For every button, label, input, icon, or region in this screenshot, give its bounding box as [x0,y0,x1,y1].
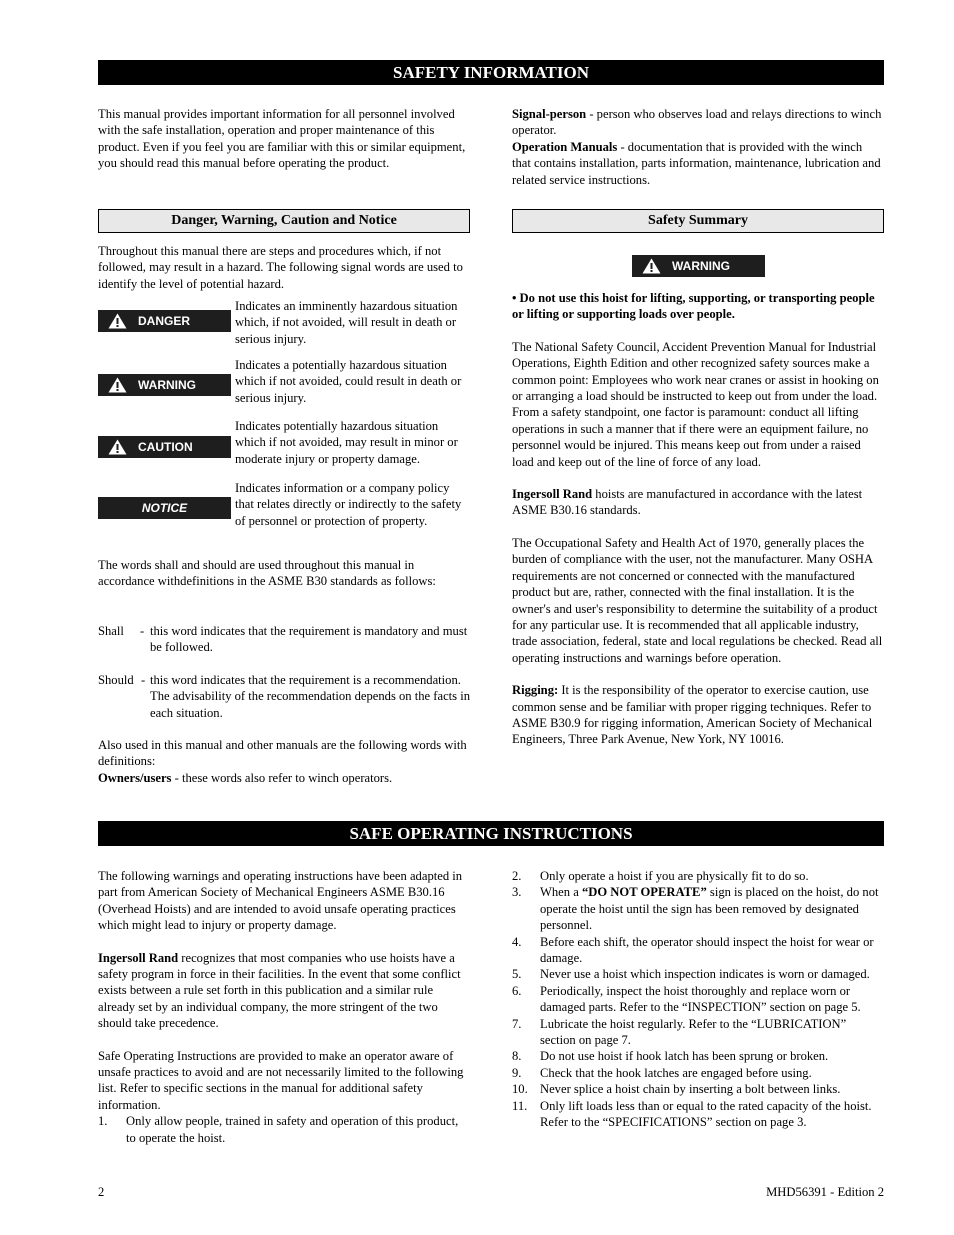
words-text: The words shall and should are used throughout this manual in accordance withdefinitions in the ASME B30 standards as follows: [98,558,436,589]
operation-manuals-def: - documentation that is provided with the winch that contains installation, parts information, maintenance, lubrication and related service instructions. [512,139,881,187]
warning-description: Indicates a potentially hazardous situation which if not avoided, could result in death or serious injury. [235,358,462,405]
list-item-text: Only operate a hoist if you are physically fit to do so. [540,869,809,883]
list-item-number: 7. [512,1016,522,1031]
document-edition: MHD56391 - Edition 2 [766,1185,884,1199]
summary-warning-label: WARNING [672,259,730,273]
intro-text: This manual provides important information for all personnel involved with the safe installation, operation and proper maintenance of this product. Even if you feel you are familiar with this or similar equipment, you should read this manual before operating the product. [98,107,466,171]
list-item-number: 3. [512,885,522,900]
caution-description: Indicates potentially hazardous situation which if not avoided, may result in minor or moderate injury or property damage. [235,419,458,466]
list-item [512,1098,884,1131]
operation-manuals-definition [512,139,884,188]
list-item-number: 6. [512,983,522,998]
asme-paragraph: The following warnings and operating instructions have been adapted in part from American Society of Mechanical Engineers ASME B30.16 (Overhead Hoists) and are intended to avoid unsafe operating practices which might lead to injury or property damage. [98,869,463,933]
safety-summary-body [512,290,884,748]
list-item-number: 8. [512,1049,522,1064]
do-not-operate-text: “DO NOT OPERATE” [581,885,707,900]
owners-definition [98,770,470,786]
list-item-post: sign is placed on the hoist, do not operate the hoist until the sign has been removed by designated personnel. [540,885,879,933]
soi-paragraph: Safe Operating Instructions are provided to make an operator aware of unsafe practices to avoid and are not necessarily limited to the following list. Refer to specific sections in the manual for additional safety information. [98,1048,464,1112]
list-item-text: Check that the hook latches are engaged before using. [540,1065,812,1080]
ir-name: Ingersoll Rand [512,487,593,502]
osha-paragraph: The Occupational Safety and Health Act of 1970, generally places the burden of compliance with the user, not the manufacturer. Many OSHA requirements are not concerned or connected with the manufactured product but are, rather, connected with the final installation. It is the owner's and user's responsibility to determine the suitability of a product for any particular use. It is recommended that all applicable industry, trade association, federal, state and local regulations be checked. Read all operating instructions and warnings before operation. [512,535,883,665]
danger-description: Indicates an imminently hazardous situation which, if not avoided, will result in death or serious injury. [235,299,458,346]
list-item [512,1048,884,1064]
signal-intro [98,243,470,292]
list-item-text: Only allow people, trained in safety and operation of this product, to operate the hoist. [126,1114,459,1145]
list-item-number: 1. [98,1114,108,1129]
warning-label: WARNING [138,378,196,392]
should-desc: this word indicates that the requirement is a recommendation. The advisability of the recommendation depends on the facts in each situation. [150,673,470,720]
ir-conflict-text: recognizes that most companies who use hoists have a safety program in force in their facilities. In the event that some conflict exists between a rule set forth in this publication and a similar rule already set by an individual company, the more stringent of the two should take precedence. [98,950,461,1031]
list-item-text: Lubricate the hoist regularly. Refer to the “LUBRICATION” section on page 7. [540,1016,847,1048]
list-item-number: 5. [512,967,522,982]
ir-name: Ingersoll Rand [98,950,179,965]
also-used-paragraph [98,737,470,786]
operation-manuals-term: Operation Manuals [512,139,618,154]
warning-triangle-icon [642,258,661,274]
list-item-number: 2. [512,869,522,883]
operating-list-right [512,868,884,1131]
list-item-text: Before each shift, the operator should inspect the hoist for wear or damage. [540,934,874,966]
list-item [512,966,884,982]
summary-warning-badge [632,255,765,277]
shall-dash: - [140,624,145,638]
signal-person-def: - person who observes load and relays directions to winch operator. [512,107,882,138]
owners-def: - these words also refer to winch operators. [171,770,393,785]
list-item-number: 11. [512,1098,528,1113]
ir-standards-text: hoists are manufactured in accordance with the latest ASME B30.16 standards. [512,487,863,518]
operating-left-column [98,868,470,1146]
list-item-text: Never splice a hoist chain by inserting a bolt between links. [540,1082,841,1097]
rigging-term: Rigging: [512,683,559,698]
people-warning: • Do not use this hoist for lifting, supporting, or transporting people or lifting or supporting loads over people. [512,291,875,322]
signal-person-term: Signal-person [512,107,587,121]
danger-label: DANGER [138,314,191,328]
list-item [512,934,884,967]
notice-description: Indicates information or a company policy that relates directly or indirectly to the safety of personnel or protection of property. [235,481,462,528]
shall-definition [98,623,470,656]
warning-badge [98,374,231,396]
list-item-text: Never use a hoist which inspection indicates is worn or damaged. [540,967,870,982]
shall-term: Shall [98,624,124,638]
danger-badge [98,310,231,332]
list-item [512,884,884,933]
owners-term: Owners/users [98,770,172,785]
should-definition [98,672,470,721]
warning-triangle-icon [108,377,127,393]
also-used-text: Also used in this manual and other manuals are the following words with definitions: [98,738,467,769]
warning-triangle-icon [108,313,127,329]
signal-person-definition [512,106,884,139]
list-item-number: 9. [512,1065,522,1080]
notice-badge [98,497,231,519]
list-item-text: Do not use hoist if hook latch has been sprung or broken. [540,1049,829,1064]
intro-paragraph [98,106,470,172]
ir-conflict-paragraph [98,950,470,1032]
notice-label: NOTICE [141,501,188,515]
caution-badge [98,436,231,458]
safety-summary-heading: Safety Summary [512,209,884,233]
list-item-text: Periodically, inspect the hoist thoroughly and replace worn or damaged parts. Refer to the “INSPECTION” section on page 5. [540,983,861,1015]
list-item [512,1081,884,1097]
definitions-top [512,106,884,188]
caution-label: CAUTION [138,440,193,454]
warning-triangle-icon [108,439,127,455]
nsc-paragraph: The National Safety Council, Accident Prevention Manual for Industrial Operations, Eighth Edition and other recognized safety sources make a common point: Employees who work near cranes or assist in hooking on or arranging a load should be instructed to keep out from under the load. From a safety standpoint, one factor is paramount: conduct all lifting operations in such a manner that if there were an equipment failure, no personnel would be injured. This means keep out from under a raised load and keep out of the line of force of any load. [512,339,879,469]
rigging-text: It is the responsibility of the operator to exercise caution, use common sense and be familiar with proper rigging techniques. Refer to ASME B30.9 for rigging information, American Society of Mechanical Engineers, Three Park Avenue, New York, NY 10016. [512,683,873,747]
list-item [512,1016,884,1049]
should-dash: - [141,673,146,687]
list-item [512,1065,884,1081]
operating-list-left [98,1113,470,1146]
words-paragraph [98,557,470,590]
list-item [512,868,884,884]
list-item [512,983,884,1016]
should-term: Should [98,673,134,687]
list-item-number: 10. [512,1082,528,1097]
list-item [98,1113,470,1146]
operating-right-column [512,868,884,1131]
list-item-pre: When a [540,885,582,900]
rigging-paragraph [512,682,884,748]
safe-operating-instructions-header: SAFE OPERATING INSTRUCTIONS [98,821,884,846]
shall-desc: this word indicates that the requirement is mandatory and must be followed. [150,624,468,655]
list-item-number: 4. [512,934,522,949]
danger-warning-caution-notice-heading: Danger, Warning, Caution and Notice [98,209,470,233]
page-number: 2 [98,1185,105,1199]
ir-standards-paragraph [512,486,884,519]
list-item-text: Only lift loads less than or equal to the rated capacity of the hoist. Refer to the “SPECIFICATIONS” section on page 3. [540,1098,872,1130]
safety-information-header: SAFETY INFORMATION [98,60,884,85]
signal-intro-text: Throughout this manual there are steps and procedures which, if not followed, may result in a hazard. The following signal words are used to identify the level of potential hazard. [98,244,463,291]
